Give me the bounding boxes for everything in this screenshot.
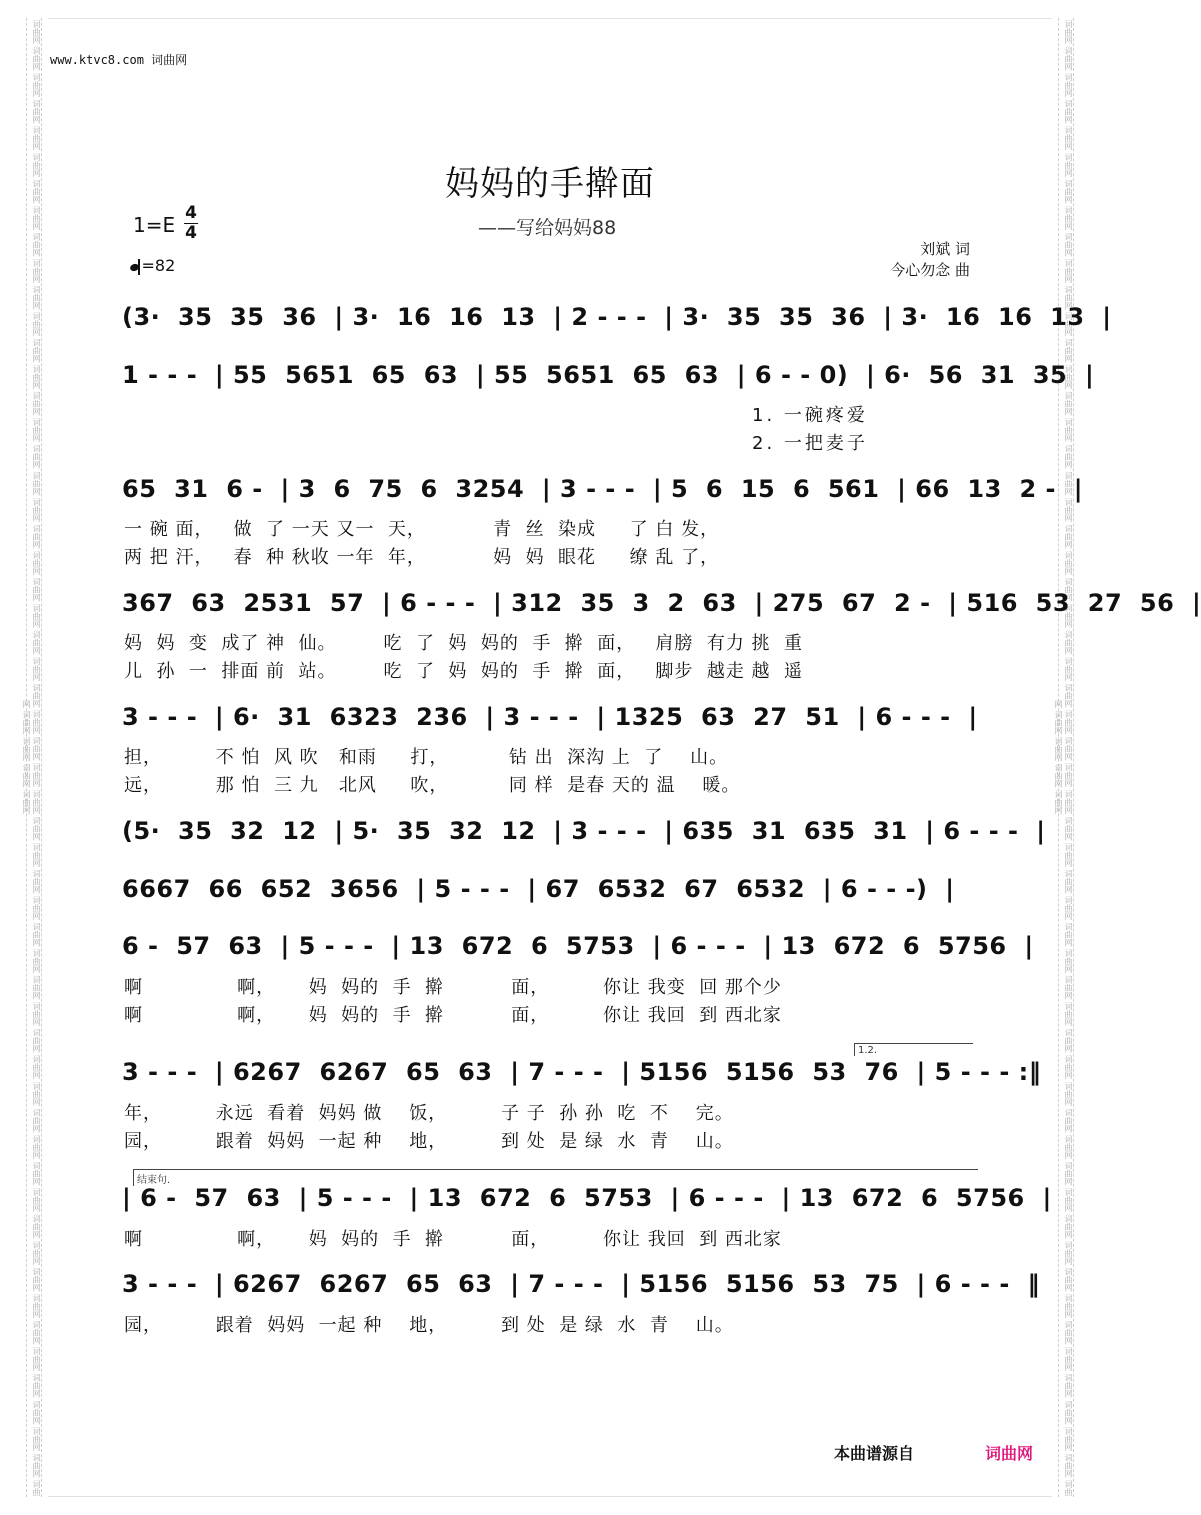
score-line-9: 3 - - - | 6267 6267 65 63 | 7 - - - | 5156 5156 53 76 | 5 - - - :‖ <box>122 1058 1042 1086</box>
score-line-10: | 6 - 57 63 | 5 - - - | 13 672 6 5753 | 6 - - - | 13 672 6 5756 | <box>122 1184 1052 1212</box>
volta-marker: 1.2. <box>854 1043 973 1056</box>
lyric-line-3-verse-1: 一 碗 面， 做 了 一天 又一 天， 青 丝 染成 了 白 发， <box>124 519 720 540</box>
score-line-8: 6 - 57 63 | 5 - - - | 13 672 6 5753 | 6 - - - | 13 672 6 5756 | <box>122 932 1034 960</box>
lyric-line-4-verse-1: 妈 妈 变 成了 神 仙。 吃 了 妈 妈的 手 擀 面， 肩膀 有力 挑 重 <box>124 633 803 654</box>
lyric-line-8-verse-1: 啊 啊， 妈 妈的 手 擀 面， 你让 我变 回 那个少 <box>124 977 782 998</box>
score-line-7: 6667 66 652 3656 | 5 - - - | 67 6532 67 6532 | 6 - - -) | <box>122 875 955 903</box>
page-border-top <box>48 18 1052 19</box>
score-line-6: (5· 35 32 12 | 5· 35 32 12 | 3 - - - | 635 31 635 31 | 6 - - - | <box>122 817 1046 845</box>
lyric-line-3-verse-2: 两 把 汗， 春 种 秋收 一年 年， 妈 妈 眼花 缭 乱 了， <box>124 547 720 568</box>
score-line-1: (3· 35 35 36 | 3· 16 16 13 | 2 - - - | 3· 35 35 36 | 3· 16 16 13 | <box>122 303 1112 331</box>
site-url[interactable]: www.ktvc8.com 词曲网 <box>50 53 188 67</box>
score-line-4: 367 63 2531 57 | 6 - - - | 312 35 3 2 63 | 275 67 2 - | 516 53 27 56 | <box>122 589 1201 617</box>
lyric-line-9-verse-2: 园， 跟着 妈妈 一起 种 地， 到 处 是 绿 水 青 山。 <box>124 1131 734 1152</box>
left-watermark-strip: 词曲网 词曲网 词曲网 词曲网 词曲网 词曲网 词曲网 词曲网 词曲网 词曲网 词曲网 词曲网 词曲网 词曲网 词曲网 词曲网 词曲网 词曲网 词曲网 词曲网 词曲网 词曲网 词曲网 词曲网 词曲网 词曲网 词曲网 词曲网 词曲网 词曲网 词曲网 词曲网 词曲网 词曲网 词曲网 词曲网 词曲网 词曲网 词曲网 词曲网 词曲网 词曲网 词曲网 词曲网 词曲网 词曲网 词曲网 词曲网 词曲网 词曲网 词曲网 词曲网 词曲网 词曲网 词曲网 词曲网 词曲网 词曲网 词曲网 词曲网 <box>22 19 41 1496</box>
score-line-2: 1 - - - | 55 5651 65 63 | 55 5651 65 63 | 6 - - 0) | 6· 56 31 35 | <box>122 361 1095 389</box>
composer: 今心勿念 曲 <box>890 261 970 279</box>
source-site-link[interactable]: 词曲网 <box>985 1444 1034 1463</box>
lyric-line-5-verse-1: 担， 不 怕 风 吹 和雨 打， 钻 出 深沟 上 了 山。 <box>124 747 729 768</box>
lyric-line-9-verse-1: 年， 永远 看着 妈妈 做 饭， 子 子 孙 孙 吃 不 完。 <box>124 1103 734 1124</box>
key-signature: 1=E <box>133 213 176 237</box>
source-label: 本曲谱源自 <box>834 1444 915 1463</box>
lyric-line-8-verse-2: 啊 啊， 妈 妈的 手 擀 面， 你让 我回 到 西北家 <box>124 1005 782 1026</box>
score-line-11: 3 - - - | 6267 6267 65 63 | 7 - - - | 5156 5156 53 75 | 6 - - - ‖ <box>122 1270 1041 1298</box>
score-line-3: 65 31 6 - | 3 6 75 6 3254 | 3 - - - | 5 6 15 6 561 | 66 13 2 - | <box>122 475 1083 503</box>
coda-marker: 结束句. <box>133 1169 978 1186</box>
lyric-line-10: 啊 啊， 妈 妈的 手 擀 面， 你让 我回 到 西北家 <box>124 1229 782 1250</box>
verse-intro-1: 1. 一碗疼爱 <box>752 405 868 426</box>
lyricist: 刘斌 词 <box>920 240 970 258</box>
time-signature-bottom: 4 <box>185 223 197 243</box>
time-signature-top: 4 <box>185 203 197 223</box>
page-border-bottom <box>48 1496 1052 1497</box>
lyric-line-5-verse-2: 远， 那 怕 三 九 北风 吹， 同 样 是春 天的 温 暖。 <box>124 775 741 796</box>
tempo-marking <box>130 256 175 275</box>
score-line-5: 3 - - - | 6· 31 6323 236 | 3 - - - | 1325 63 27 51 | 6 - - - | <box>122 703 978 731</box>
lyric-line-11: 园， 跟着 妈妈 一起 种 地， 到 处 是 绿 水 青 山。 <box>124 1315 734 1336</box>
song-subtitle: ——写给妈妈88 <box>478 217 617 239</box>
verse-intro-2: 2. 一把麦子 <box>752 433 868 454</box>
song-title: 妈妈的手擀面 <box>445 164 655 204</box>
lyric-line-4-verse-2: 儿 孙 一 排面 前 站。 吃 了 妈 妈的 手 擀 面， 脚步 越走 越 遥 <box>124 661 803 682</box>
right-watermark-strip: 词曲网 词曲网 词曲网 词曲网 词曲网 词曲网 词曲网 词曲网 词曲网 词曲网 词曲网 词曲网 词曲网 词曲网 词曲网 词曲网 词曲网 词曲网 词曲网 词曲网 词曲网 词曲网 词曲网 词曲网 词曲网 词曲网 词曲网 词曲网 词曲网 词曲网 词曲网 词曲网 词曲网 词曲网 词曲网 词曲网 词曲网 词曲网 词曲网 词曲网 词曲网 词曲网 词曲网 词曲网 词曲网 词曲网 词曲网 词曲网 词曲网 词曲网 词曲网 词曲网 词曲网 词曲网 词曲网 词曲网 词曲网 词曲网 词曲网 词曲网 <box>1054 19 1073 1496</box>
time-signature <box>183 204 199 243</box>
tempo-value: =82 <box>141 256 176 275</box>
